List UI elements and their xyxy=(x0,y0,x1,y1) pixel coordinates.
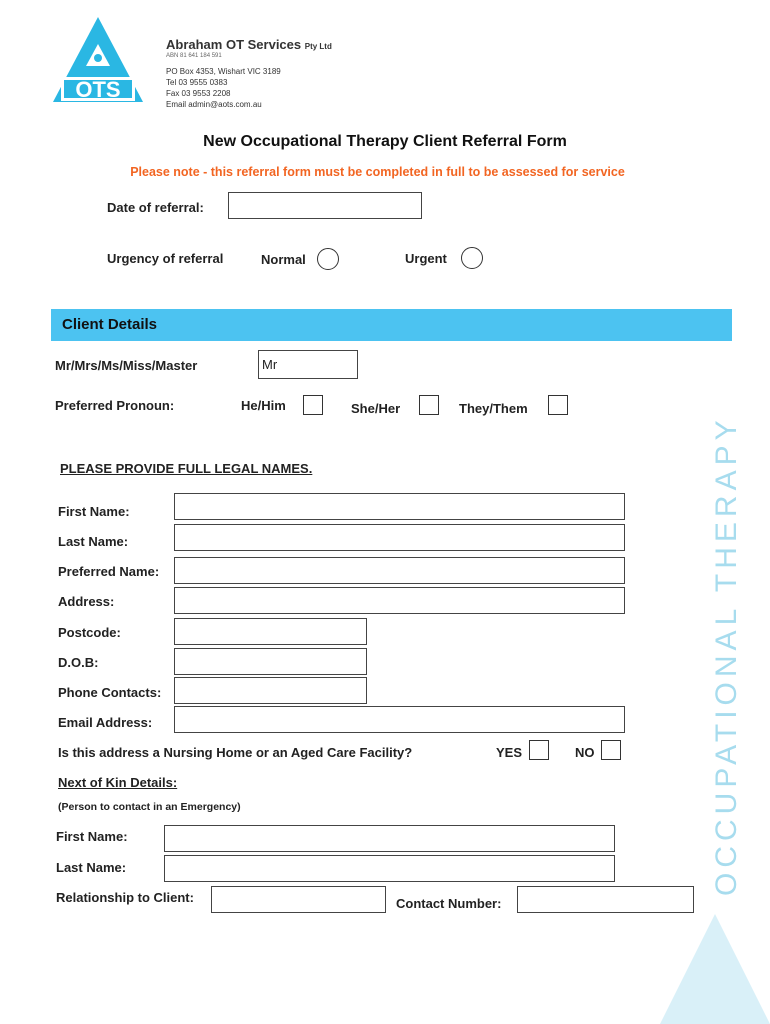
kin-last-name-field[interactable] xyxy=(164,855,615,882)
company-abn: ABN 81 641 184 591 xyxy=(166,53,222,59)
date-of-referral-label: Date of referral: xyxy=(107,200,204,215)
address-field[interactable] xyxy=(174,587,625,614)
preferred-name-label: Preferred Name: xyxy=(58,564,160,579)
pronoun-they-label: They/Them xyxy=(459,401,528,416)
client-details-bar xyxy=(51,309,732,341)
client-title-value: Mr xyxy=(262,357,278,372)
next-of-kin-heading: Next of Kin Details: xyxy=(58,775,178,790)
client-details-heading: Client Details xyxy=(62,316,158,333)
facility-yes-checkbox[interactable] xyxy=(529,740,549,760)
next-of-kin-subheading: (Person to contact in an Emergency) xyxy=(58,801,241,813)
pronoun-label: Preferred Pronoun: xyxy=(55,398,175,413)
client-title-field[interactable] xyxy=(258,350,358,379)
form-title: New Occupational Therapy Client Referral Form xyxy=(203,133,567,150)
dob-field[interactable] xyxy=(174,648,367,675)
ots-logo xyxy=(50,14,146,106)
phone-contacts-label: Phone Contacts: xyxy=(58,685,162,700)
urgency-normal-label: Normal xyxy=(261,252,306,267)
last-name-label: Last Name: xyxy=(58,534,129,549)
urgency-normal-radio[interactable] xyxy=(317,248,339,270)
last-name-field[interactable] xyxy=(174,524,625,551)
facility-no-label: NO xyxy=(575,745,595,760)
postcode-field[interactable] xyxy=(174,618,367,645)
relationship-label: Relationship to Client: xyxy=(56,890,194,905)
contact-number-label: Contact Number: xyxy=(396,896,502,911)
facility-question: Is this address a Nursing Home or an Aged Care Facility? xyxy=(58,745,413,760)
company-suffix: Pty Ltd xyxy=(304,42,332,51)
postcode-label: Postcode: xyxy=(58,625,121,640)
company-po-box: PO Box 4353, Wishart VIC 3189 xyxy=(166,67,281,76)
urgency-urgent-radio[interactable] xyxy=(461,247,483,269)
email-address-label: Email Address: xyxy=(58,715,153,730)
company-fax: Fax 03 9553 2208 xyxy=(166,89,231,98)
pronoun-she-checkbox[interactable] xyxy=(419,395,439,415)
urgency-label: Urgency of referral xyxy=(107,251,224,266)
pronoun-they-checkbox[interactable] xyxy=(548,395,568,415)
company-email: Email admin@aots.com.au xyxy=(166,100,262,109)
email-address-field[interactable] xyxy=(174,706,625,733)
facility-yes-label: YES xyxy=(496,745,523,760)
kin-first-name-label: First Name: xyxy=(56,829,128,844)
logo-text: OTS xyxy=(75,77,121,102)
first-name-field[interactable] xyxy=(174,493,625,520)
pronoun-she-label: She/Her xyxy=(351,401,401,416)
pronoun-he-label: He/Him xyxy=(241,398,286,413)
address-label: Address: xyxy=(58,594,115,609)
relationship-field[interactable] xyxy=(211,886,386,913)
pronoun-he-checkbox[interactable] xyxy=(303,395,323,415)
client-title-label: Mr/Mrs/Ms/Miss/Master xyxy=(55,358,198,373)
contact-number-field[interactable] xyxy=(517,886,694,913)
form-note: Please note - this referral form must be completed in full to be assessed for service xyxy=(130,165,625,179)
company-name-text: Abraham OT Services xyxy=(166,37,302,52)
preferred-name-field[interactable] xyxy=(174,557,625,584)
first-name-label: First Name: xyxy=(58,504,130,519)
kin-first-name-field[interactable] xyxy=(164,825,615,852)
phone-contacts-field[interactable] xyxy=(174,677,367,704)
occupational-therapy-watermark: OCCUPATIONAL THERAPY xyxy=(710,415,743,896)
dob-label: D.O.B: xyxy=(58,655,99,670)
urgency-urgent-label: Urgent xyxy=(405,251,447,266)
kin-last-name-label: Last Name: xyxy=(56,860,127,875)
facility-no-checkbox[interactable] xyxy=(601,740,621,760)
date-of-referral-field[interactable] xyxy=(228,192,422,219)
corner-triangle-decoration xyxy=(660,914,770,1024)
company-tel: Tel 03 9555 0383 xyxy=(166,78,228,87)
legal-names-note: PLEASE PROVIDE FULL LEGAL NAMES. xyxy=(60,461,313,476)
company-name xyxy=(166,37,332,52)
